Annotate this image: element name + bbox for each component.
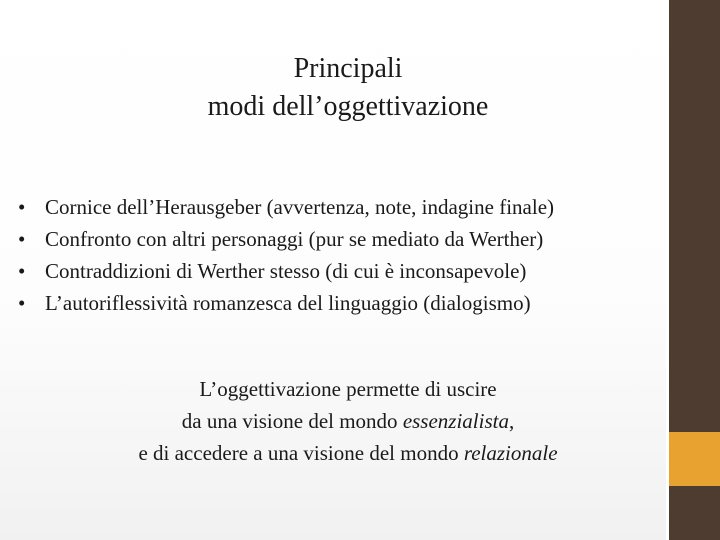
bullet-list: [18, 191, 668, 319]
bullet-item: • L’autoriflessività romanzesca del linguaggio (dialogismo): [18, 287, 668, 319]
closing-line-2-prefix: da una visione del mondo: [181, 409, 403, 433]
closing-line-2-suffix: ,: [508, 409, 515, 433]
closing-line-3: [0, 437, 696, 469]
bullet-item: • Confronto con altri personaggi (pur se mediato da Werther): [18, 223, 668, 255]
closing-line-1: L’oggettivazione permette di uscire: [199, 377, 497, 401]
title-line-1: Principali: [293, 53, 403, 84]
emphasis-essenzialista: essenzialista: [402, 409, 509, 433]
closing-statement: [0, 373, 696, 469]
slide-title: [0, 50, 696, 126]
title-line-2: modi dell’oggettivazione: [207, 91, 489, 122]
bullet-item: • Cornice dell’Herausgeber (avvertenza, note, indagine finale): [18, 191, 668, 223]
closing-line-3-prefix: e di accedere a una visione del mondo: [138, 441, 464, 465]
emphasis-relazionale: relazionale: [463, 441, 558, 465]
bullet-item: • Contraddizioni di Werther stesso (di cui è inconsapevole): [18, 255, 668, 287]
closing-line-2: [0, 405, 696, 437]
